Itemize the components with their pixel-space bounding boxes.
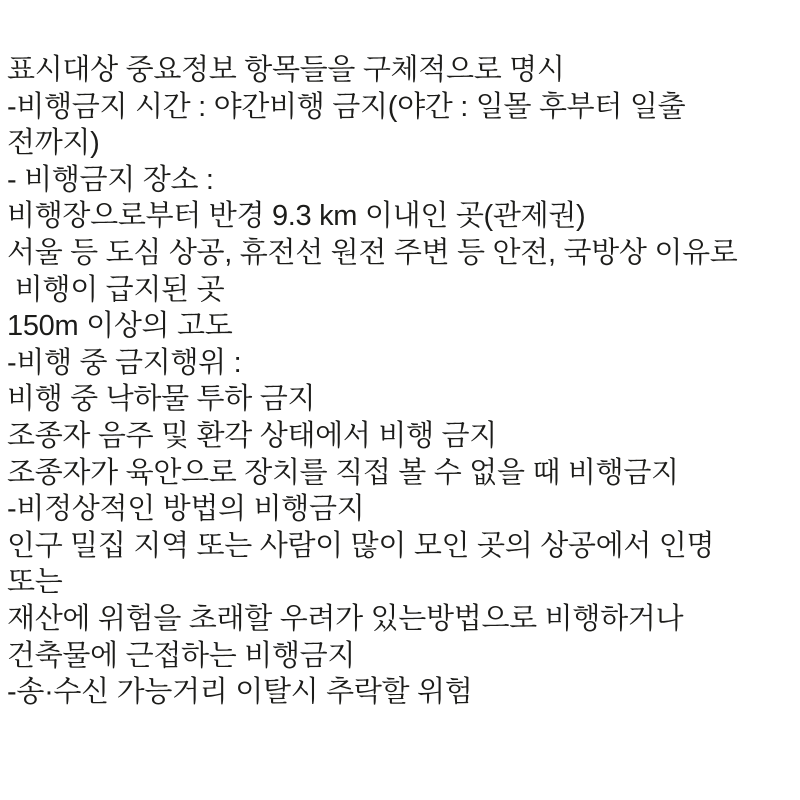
text-line: -비행금지 시간 : 야간비행 금지(야간 : 일몰 후부터 일출	[7, 90, 686, 123]
text-line: 재산에 위험을 초래할 우려가 있는방법으로 비행하거나	[7, 602, 684, 635]
text-line: 비행이 급지된 곳	[7, 273, 225, 306]
text-line: -송·수신 가능거리 이탈시 추락할 위험	[7, 676, 473, 709]
text-line: 표시대상 중요정보 항목들을 구체적으로 명시	[7, 54, 565, 86]
text-line: -비행 중 금지행위 :	[7, 346, 242, 379]
text-line: 또는	[7, 566, 63, 599]
document-text-block	[7, 52, 794, 711]
text-line: 전까지)	[7, 127, 100, 160]
text-line: -비정상적인 방법의 비행금지	[7, 493, 365, 526]
text-line: 150m 이상의 고도	[7, 310, 233, 343]
text-line: 비행 중 낙하물 투하 금지	[7, 383, 316, 416]
text-line: 서울 등 도심 상공, 휴전선 원전 주변 등 안전, 국방상 이유로	[7, 236, 738, 269]
text-line: - 비행금지 장소 :	[7, 163, 214, 196]
text-line: 조종자 음주 및 환각 상태에서 비행 금지	[7, 419, 497, 452]
text-line: 조종자가 육안으로 장치를 직접 볼 수 없을 때 비행금지	[7, 456, 679, 489]
text-line: 비행장으로부터 반경 9.3 km 이내인 곳(관제권)	[7, 200, 586, 233]
text-line: 건축물에 근접하는 비행금지	[7, 639, 356, 672]
text-line: 인구 밀집 지역 또는 사람이 많이 모인 곳의 상공에서 인명	[7, 529, 715, 562]
